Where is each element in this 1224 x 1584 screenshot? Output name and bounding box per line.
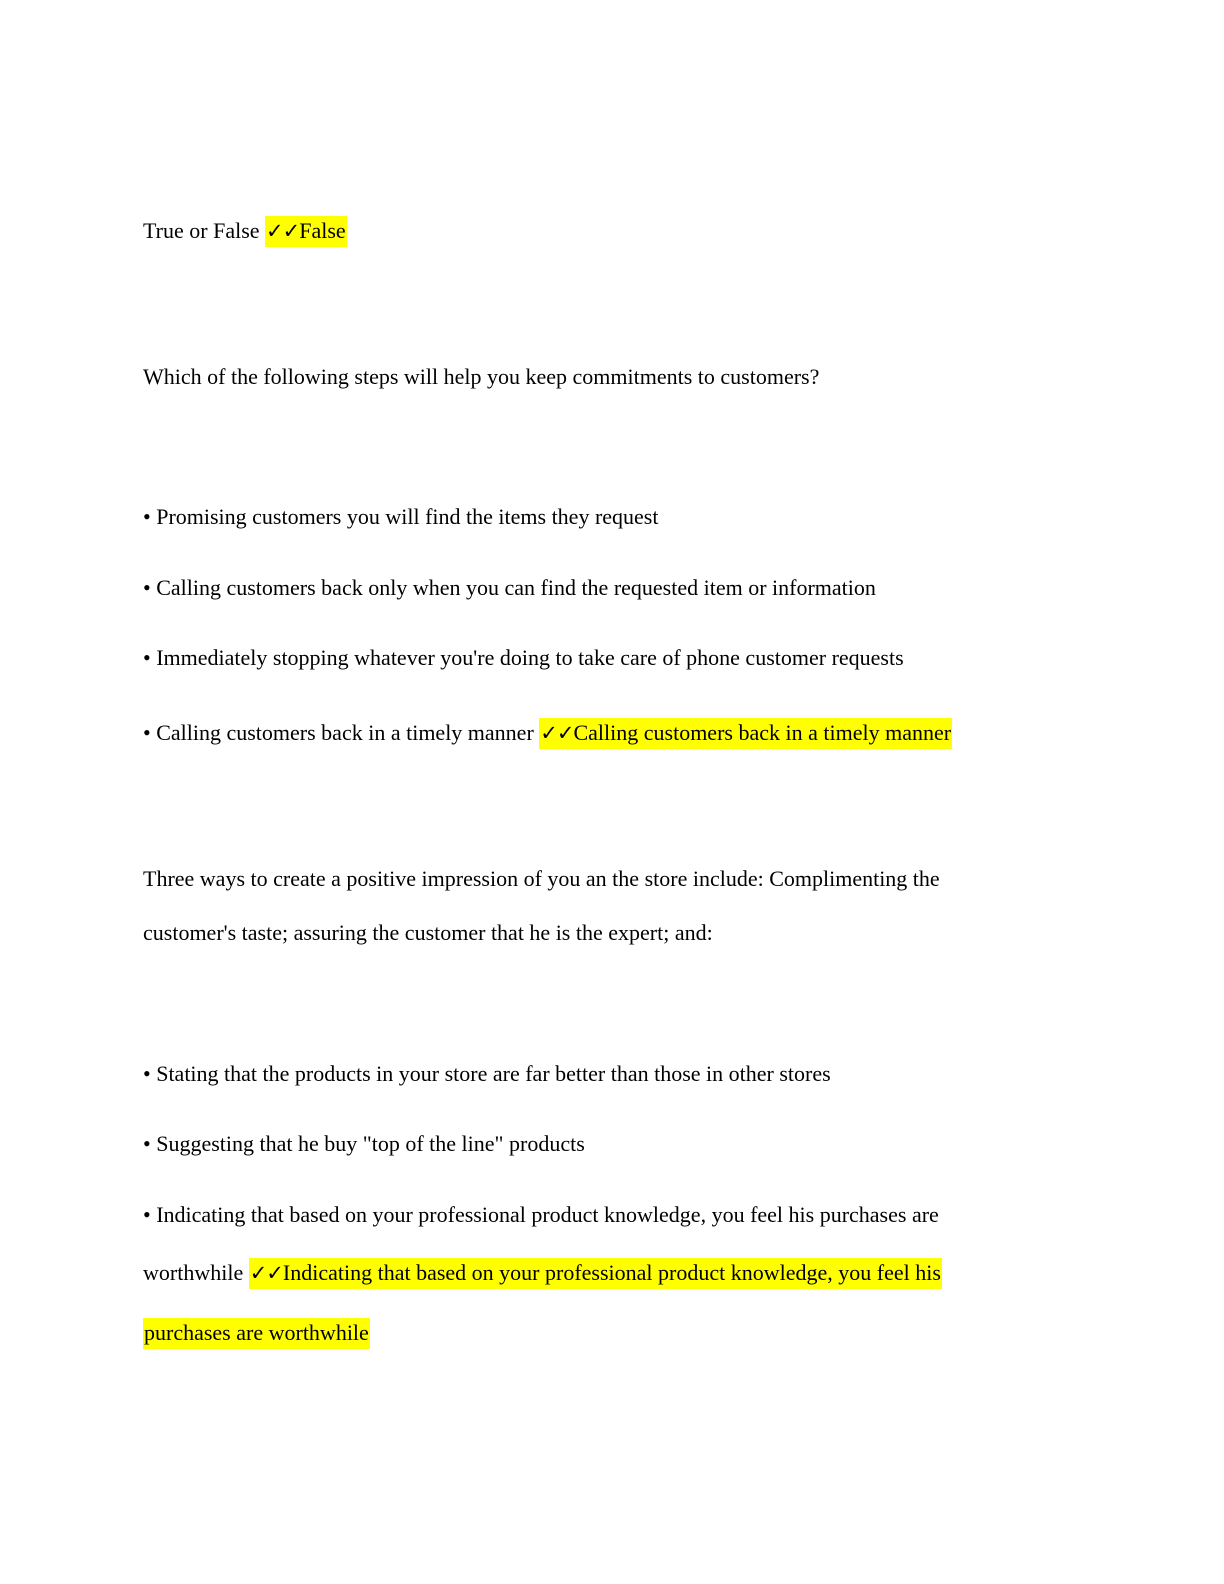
q1-answer: False (299, 218, 346, 243)
check-icon: ✓✓ (249, 1261, 283, 1285)
bullet: • (143, 504, 151, 529)
q3-answer-continued (143, 1318, 370, 1348)
q3-answer-line-1: Indicating that based on your professional product knowledge, you feel his (282, 1260, 941, 1285)
q2-answer-highlight (539, 718, 952, 749)
q3-option-1-text: Stating that the products in your store are far better than those in other stores (156, 1061, 831, 1086)
q3-option-3-text-cont: worthwhile (143, 1260, 244, 1285)
q3-question-line-2: customer's taste; assuring the customer that he is the expert; and: (143, 920, 713, 945)
bullet: • (143, 720, 151, 745)
q3-option-3-text: Indicating that based on your professional product knowledge, you feel his purchases are (156, 1202, 939, 1227)
q3-option-3-continued (143, 1258, 942, 1288)
q3-answer-highlight-2 (143, 1318, 370, 1349)
q1-answer-highlight (265, 216, 347, 247)
q2-option-4 (143, 718, 952, 748)
q2-option-2 (143, 573, 876, 603)
q3-option-3 (143, 1200, 939, 1230)
bullet: • (143, 575, 151, 600)
q1-line (143, 216, 347, 246)
q2-option-1-text: Promising customers you will find the items they request (156, 504, 659, 529)
q3-option-2 (143, 1129, 585, 1159)
bullet: • (143, 1061, 151, 1086)
bullet: • (143, 1202, 151, 1227)
q2-option-2-text: Calling customers back only when you can find the requested item or information (156, 575, 876, 600)
q2-answer: Calling customers back in a timely manner (573, 720, 952, 745)
q3-question-line-1: Three ways to create a positive impression of you an the store include: Complimenting the (143, 866, 940, 891)
check-icon: ✓✓ (266, 219, 300, 243)
q2-option-1 (143, 502, 658, 532)
q3-answer-highlight-1 (249, 1258, 942, 1289)
check-icon: ✓✓ (540, 721, 574, 745)
q2-question: Which of the following steps will help you keep commitments to customers? (143, 364, 820, 389)
q2-option-4-text: Calling customers back in a timely manner (156, 720, 534, 745)
q3-answer-line-2: purchases are worthwhile (144, 1320, 369, 1345)
q3-option-1 (143, 1059, 831, 1089)
q1-question: True or False (143, 218, 260, 243)
bullet: • (143, 1131, 151, 1156)
q2-option-3-text: Immediately stopping whatever you're doing to take care of phone customer requests (156, 645, 904, 670)
q2-option-3 (143, 643, 904, 673)
q3-option-2-text: Suggesting that he buy "top of the line" products (156, 1131, 585, 1156)
bullet: • (143, 645, 151, 670)
